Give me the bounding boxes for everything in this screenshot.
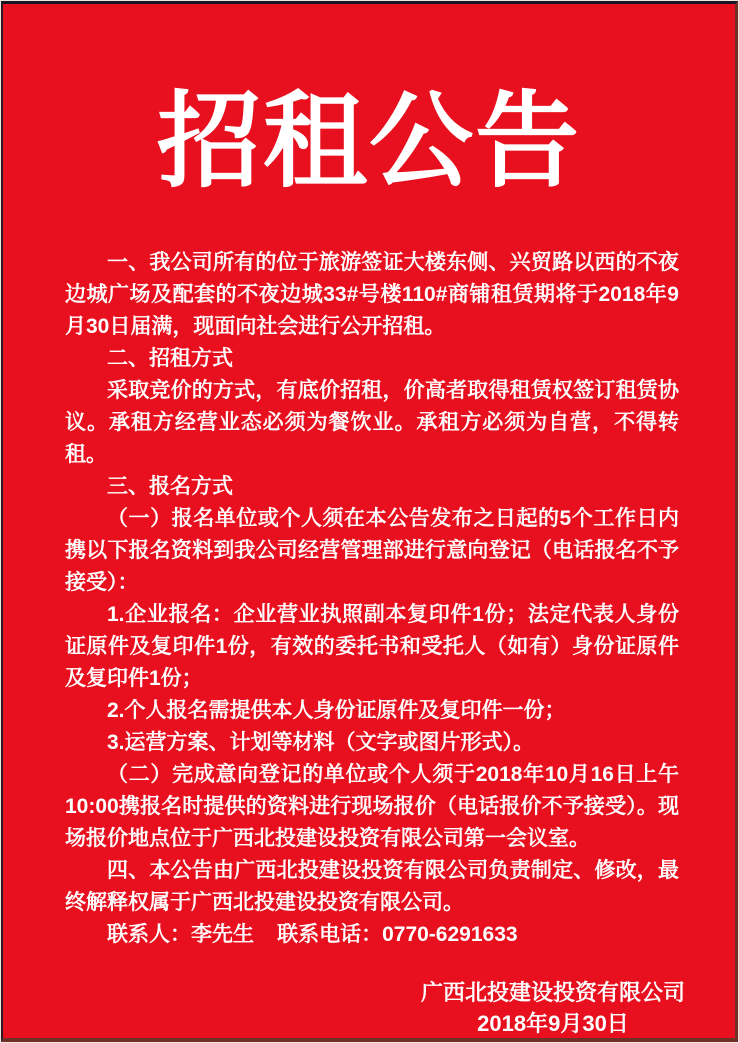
- paragraph-registration-procedure: （一）报名单位或个人须在本公告发布之日起的5个工作日内携以下报名资料到我公司经营管理部进行意向登记（电话报名不予接受）：: [65, 507, 679, 595]
- signature-company: 广西北投建设投资有限公司: [420, 980, 685, 1006]
- paragraph-onsite-bidding: （二）完成意向登记的单位或个人须于2018年10月16日上午10:00携报名时提供的资料进行现场报价（电话报价不予接受）。现场报价地点位于广西北投建设投资有限公司第一会议室。: [65, 763, 679, 851]
- paragraph-interpretation-rights: 四、本公告由广西北投建设投资有限公司负责制定、修改，最终解释权属于广西北投建设投资有限公司。: [65, 859, 679, 915]
- paragraph-property-intro: 一、我公司所有的位于旅游签证大楼东侧、兴贸路以西的不夜边城广场及配套的不夜边城33#号楼110#商铺租赁期将于2018年9月30日届满，现面向社会进行公开招租。: [65, 251, 679, 339]
- signature-block: [421, 977, 685, 1039]
- poster-title: 招租公告: [156, 85, 581, 200]
- announcement-body: [65, 247, 679, 951]
- heading-registration-method: 三、报名方式: [107, 475, 233, 499]
- paragraph-rental-method: 采取竞价的方式，有底价招租，价高者取得租赁权签订租赁协议。承租方经营业态必须为餐饮业。承租方必须为自营，不得转租。: [65, 379, 679, 467]
- contact-phone-number: 0770-6291633: [382, 923, 518, 947]
- contact-line: [65, 919, 679, 951]
- paragraph-enterprise-documents: 1.企业报名：企业营业执照副本复印件1份；法定代表人身份证原件及复印件1份，有效的委托书和受托人（如有）身份证原件及复印件1份；: [65, 603, 679, 691]
- rental-announcement-poster: [1, 1, 738, 1042]
- paragraph-operation-plan: 3.运营方案、计划等材料（文字或图片形式）。: [107, 731, 535, 755]
- signature-date: 2018年9月30日: [477, 1011, 629, 1037]
- contact-phone-label: 联系电话：: [277, 923, 383, 947]
- contact-person-name: 李先生: [191, 923, 254, 947]
- contact-person-label: 联系人：: [107, 923, 191, 947]
- paragraph-individual-documents: 2.个人报名需提供本人身份证原件及复印件一份；: [107, 699, 566, 723]
- heading-rental-method: 二、招租方式: [107, 347, 233, 371]
